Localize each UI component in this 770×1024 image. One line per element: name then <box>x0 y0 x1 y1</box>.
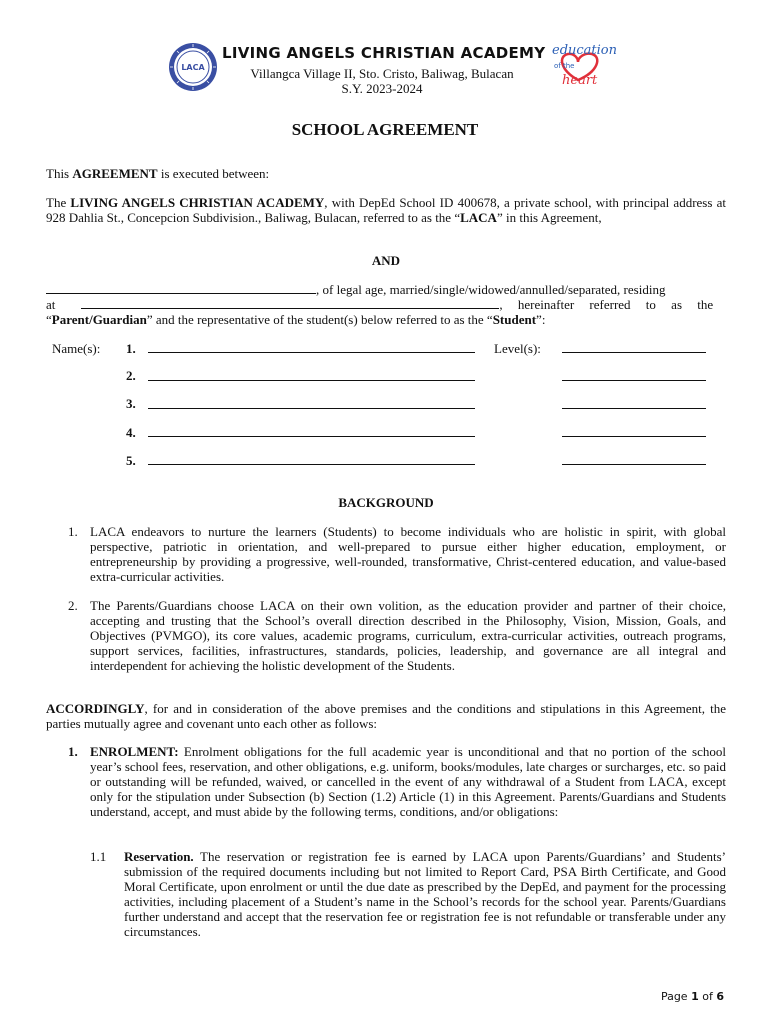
school-name: LIVING ANGELS CHRISTIAN ACADEMY <box>222 44 546 62</box>
page-footer: Page 1 of 6 <box>660 990 724 1003</box>
student-level-line[interactable] <box>562 464 706 465</box>
svg-text:of the: of the <box>554 62 575 70</box>
student-name-line[interactable] <box>148 380 475 381</box>
svg-text:LACA: LACA <box>181 63 205 72</box>
section-number: 1. <box>68 744 78 759</box>
school-address: Villangca Village II, Sto. Cristo, Baliwag, Bulacan <box>250 66 514 81</box>
student-number: 3. <box>126 396 136 411</box>
education-of-the-heart-logo <box>540 40 620 94</box>
student-level-line[interactable] <box>562 408 706 409</box>
student-name-line[interactable] <box>148 352 475 353</box>
student-level-line[interactable] <box>562 380 706 381</box>
student-name-line[interactable] <box>148 436 475 437</box>
background-item-number: 1. <box>68 524 78 539</box>
party-one-paragraph: The LIVING ANGELS CHRISTIAN ACADEMY, with DepEd School ID 400678, a private school, with principal address at 928 Dahlia St., Concepcion Subdivision., Baliwag, Bulacan, referred to as the “LACA” in this Agreement, <box>46 195 726 225</box>
party-two-line2: at , hereinafter referred to as the <box>46 297 714 312</box>
student-level-line[interactable] <box>562 352 706 353</box>
residence-blank[interactable] <box>81 297 499 309</box>
accordingly-paragraph: ACCORDINGLY, for and in consideration of the above premises and the conditions and stipulations in this Agreement, the parties mutually agree and covenant unto each other as follows: <box>46 701 726 731</box>
names-label: Name(s): <box>52 341 101 356</box>
document-title: SCHOOL AGREEMENT <box>291 120 479 139</box>
reservation-subsection: Reservation. The reservation or registration fee is earned by LACA upon Parents/Guardians’ and Students’ submission of the required documents including but not limited to Report Card, PSA Birth Certificate, and Good Moral Certificate, upon enrolment or until the due date as prescribed by the DepEd, and payment for the processing activities, including placement of a Student’s name in the School’s records for the school year. Parents/Guardians further understand and accept that the reservation fee or registration fee is not refundable or transferable under any circumstances. <box>124 849 726 939</box>
levels-label: Level(s): <box>494 341 541 356</box>
background-item-text: The Parents/Guardians choose LACA on their own volition, as the education provider and partner of their choice, accepting and trusting that the School’s overall direction described in the Philosophy, Vision, Mission, Goals, and Objectives (PVMGO), its core values, academic programs, curriculum, extra-curricular activities, outreach programs, support services, facilities, infrastructures, standards, policies, leadership, and governance are all integral and interdependent for achieving the holistic development of the Students. <box>90 598 726 673</box>
school-year: S.Y. 2023-2024 <box>341 81 423 96</box>
student-number: 1. <box>126 341 136 356</box>
student-level-line[interactable] <box>562 436 706 437</box>
party-two-line3: “Parent/Guardian” and the representative of the student(s) below referred to as the “Student”: <box>46 312 546 327</box>
subsection-number: 1.1 <box>90 849 107 864</box>
student-number: 5. <box>126 453 136 468</box>
school-seal-logo <box>168 42 218 92</box>
party-two-line1: , of legal age, married/single/widowed/annulled/separated, residing <box>46 282 726 297</box>
student-name-line[interactable] <box>148 408 475 409</box>
student-name-line[interactable] <box>148 464 475 465</box>
student-number: 4. <box>126 425 136 440</box>
background-heading: BACKGROUND <box>338 495 434 510</box>
svg-text:heart: heart <box>562 73 598 88</box>
student-number: 2. <box>126 368 136 383</box>
svg-text:education: education <box>552 43 617 58</box>
and-label: AND <box>371 253 401 268</box>
intro-paragraph: This AGREEMENT is executed between: <box>46 166 270 181</box>
background-item-text: LACA endeavors to nurture the learners (Students) to become individuals who are holistic in spirit, with global perspective, patriotic in orientation, and well-prepared to pursue either higher education, employment, or entrepreneurship by providing a progressive, well-rounded, transformative, Christ-centered education, and value-based extra-curricular activities. <box>90 524 726 584</box>
parent-name-blank[interactable] <box>46 282 316 294</box>
background-item-number: 2. <box>68 598 78 613</box>
enrolment-section: ENROLMENT: Enrolment obligations for the full academic year is unconditional and that no portion of the school year’s school fees, reservation, and other obligations, e.g. uniform, books/modules, late charges or surcharges, etc. so paid or outstanding will be refunded, waived, or cancelled in the event of any withdrawal of a Student from LACA, except only for the stipulation under Subsection (b) Section (1.2) Article (1) in this Agreement. Parents/Guardians and Students understand, accept, and must abide by the following terms, conditions, and/or obligations: <box>90 744 726 819</box>
